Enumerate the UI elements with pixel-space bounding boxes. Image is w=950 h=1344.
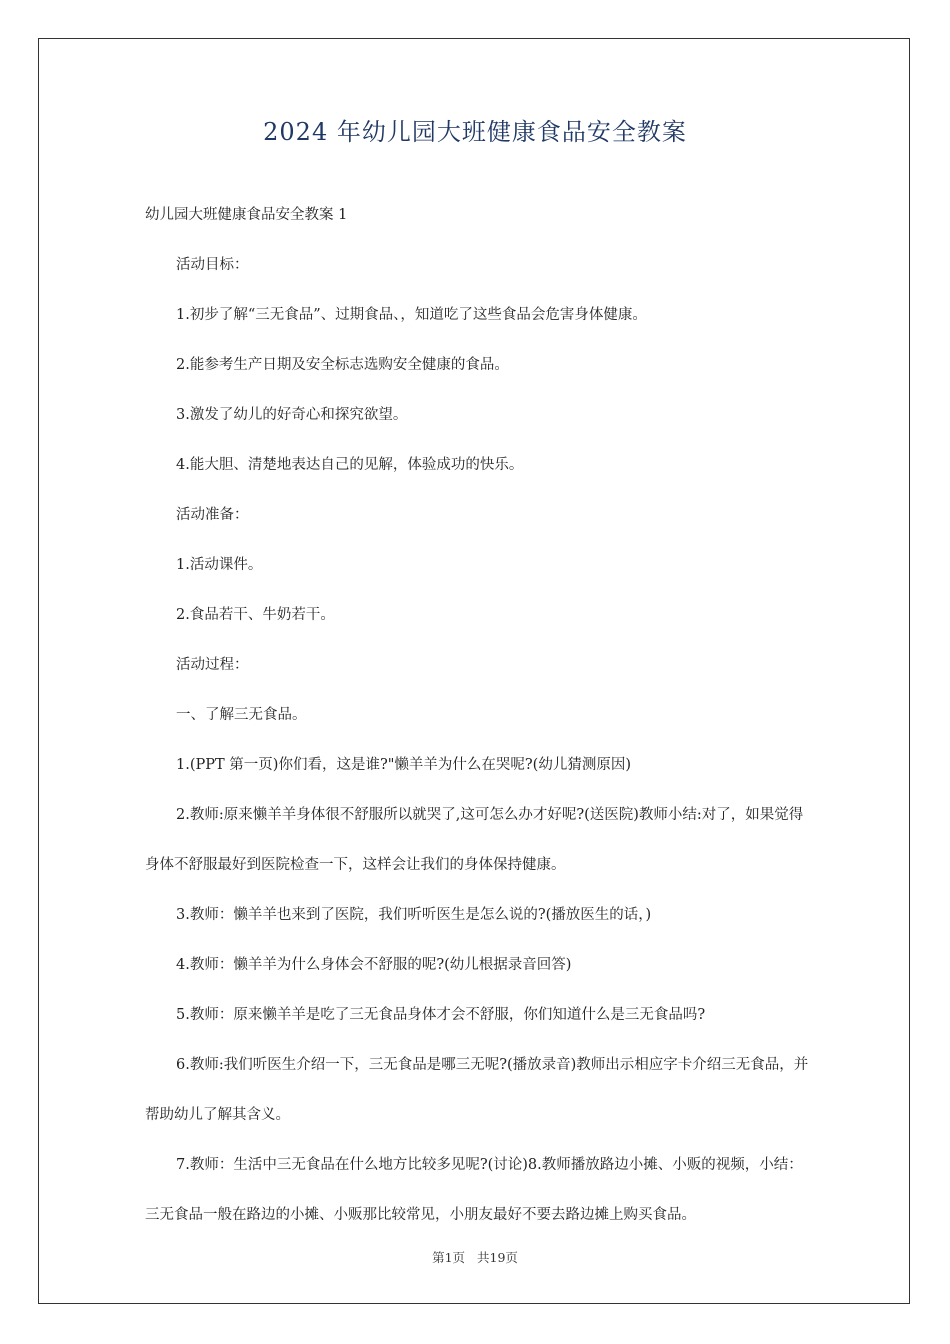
paragraph: 2.教师:原来懒羊羊身体很不舒服所以就哭了,这可怎么办才好呢?(送医院)教师小结:对了，如果觉得身体不舒服最好到医院检查一下，这样会让我们的身体保持健康。 (145, 807, 804, 873)
paragraph: 1.活动课件。 (176, 557, 263, 573)
page-number: 第1页 (432, 1250, 466, 1265)
paragraph: 1.初步了解“三无食品”、过期食品、，知道吃了这些食品会危害身体健康。 (176, 307, 647, 323)
paragraph: 7.教师：生活中三无食品在什么地方比较多见呢?(讨论)8.教师播放路边小摊、小贩的视频，小结：三无食品一般在路边的小摊、小贩那比较常见，小朋友最好不要去路边摊上购买食品。 (145, 1157, 803, 1223)
paragraph: 3.激发了幼儿的好奇心和探究欲望。 (176, 407, 408, 423)
paragraph: 2.能参考生产日期及安全标志选购安全健康的食品。 (176, 357, 509, 373)
paragraph: 3.教师：懒羊羊也来到了医院，我们听听医生是怎么说的?(播放医生的话，) (176, 907, 652, 923)
page-footer (0, 1248, 950, 1266)
paragraph: 6.教师:我们听医生介绍一下，三无食品是哪三无呢?(播放录音)教师出示相应字卡介绍三无食品，并帮助幼儿了解其含义。 (145, 1057, 809, 1123)
paragraph: 4.教师：懒羊羊为什么身体会不舒服的呢?(幼儿根据录音回答) (176, 957, 572, 973)
paragraph: 活动过程： (176, 657, 249, 673)
document-title: 2024 年幼儿园大班健康食品安全教案 (263, 118, 687, 146)
paragraph: 5.教师：原来懒羊羊是吃了三无食品身体才会不舒服，你们知道什么是三无食品吗? (176, 1007, 706, 1023)
section-heading: 幼儿园大班健康食品安全教案 1 (145, 207, 348, 223)
paragraph: 4.能大胆、清楚地表达自己的见解，体验成功的快乐。 (176, 457, 524, 473)
page-total: 共19页 (477, 1250, 518, 1265)
paragraph: 2.食品若干、牛奶若干。 (176, 607, 335, 623)
document-body (145, 200, 810, 1250)
paragraph: 活动目标： (176, 257, 249, 273)
paragraph: 一、了解三无食品。 (176, 707, 307, 723)
paragraph: 1.(PPT 第一页)你们看，这是谁?"懒羊羊为什么在哭呢?(幼儿猜测原因) (176, 757, 631, 773)
paragraph: 活动准备： (176, 507, 249, 523)
